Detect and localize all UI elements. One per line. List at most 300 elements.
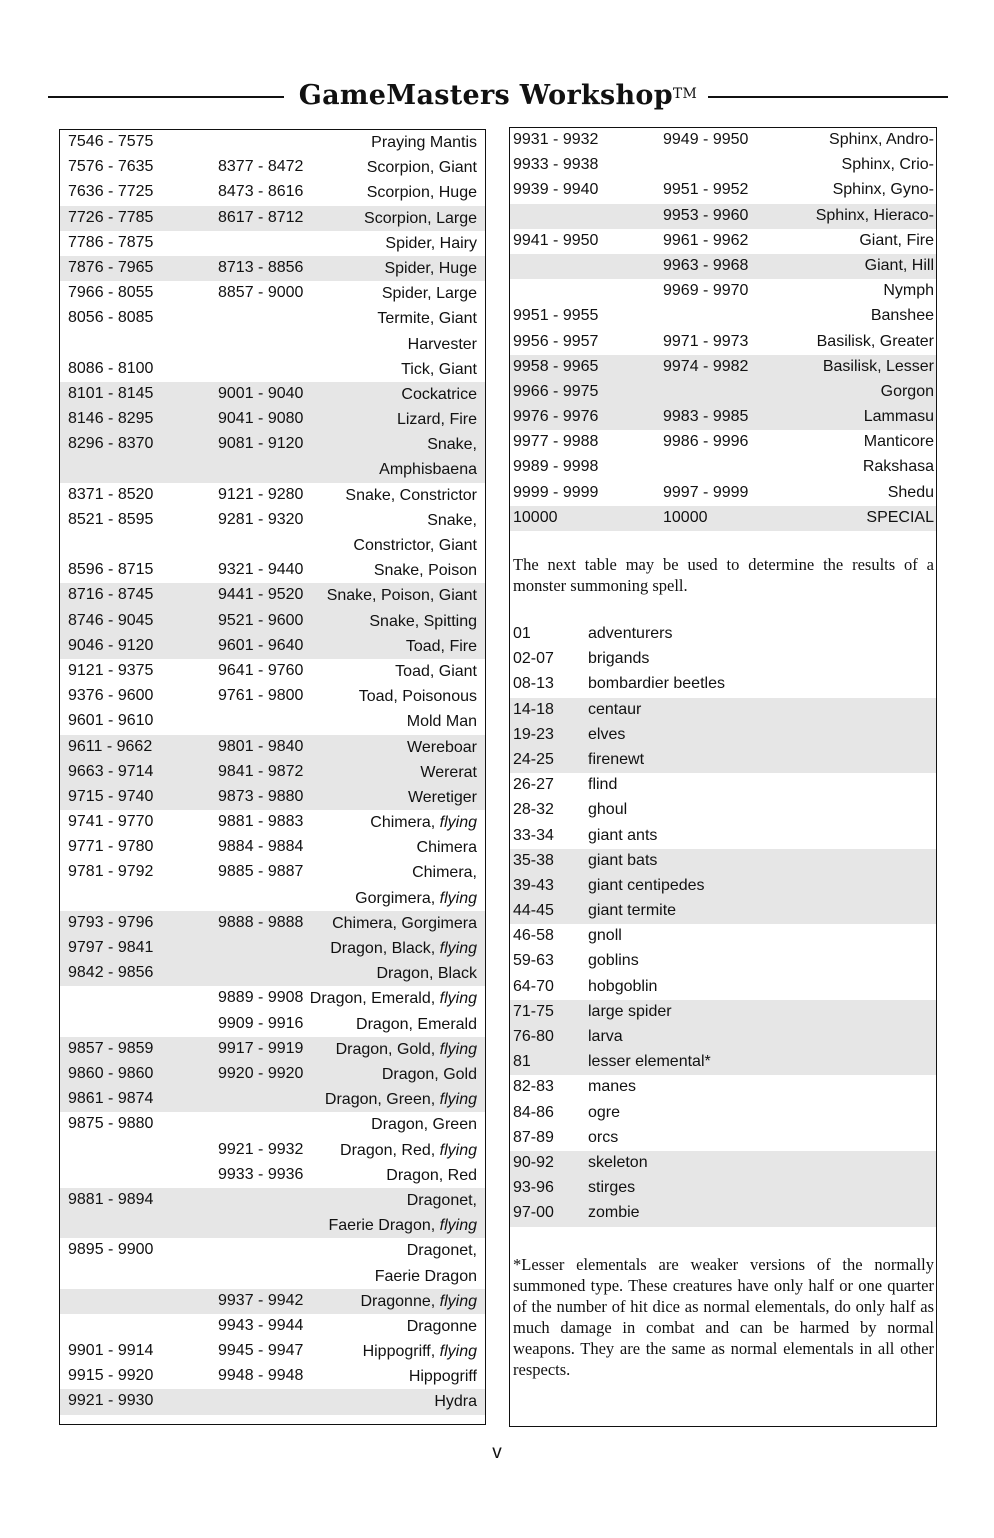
monster-modifier: flying (439, 1292, 477, 1310)
monster-name (360, 1289, 477, 1314)
second-roll-range: 8857 - 9000 (218, 284, 304, 302)
monster-modifier: flying (439, 990, 477, 1008)
table-row (60, 508, 485, 558)
table-row (510, 506, 936, 531)
second-roll-range: 9321 - 9440 (218, 561, 304, 579)
second-roll-range: 10000 (663, 508, 708, 526)
monster-name-line (367, 180, 477, 205)
table-row (60, 936, 485, 961)
table-row (60, 709, 485, 734)
monster-name (385, 231, 477, 256)
first-roll-range: 9958 - 9965 (513, 357, 599, 375)
monster-name-line (355, 860, 477, 885)
monster-name-line (382, 1062, 477, 1087)
monster-name (353, 508, 477, 558)
monster-name-text: Dragonne (406, 1317, 477, 1335)
roll-range: 14-18 (513, 700, 554, 718)
summoned-monster: large spider (588, 1002, 672, 1020)
monster-name (310, 986, 477, 1011)
table-row (510, 178, 936, 203)
monster-name (371, 1112, 477, 1137)
table-row (60, 1188, 485, 1238)
second-roll-range: 8713 - 8856 (218, 258, 304, 276)
monster-name-line (386, 1163, 477, 1188)
monster-modifier: flying (439, 1217, 477, 1235)
second-roll-range: 9881 - 9883 (218, 813, 304, 831)
monster-name-line (385, 231, 477, 256)
roll-range: 97-00 (513, 1204, 554, 1222)
second-roll-range: 9884 - 9884 (218, 838, 304, 856)
first-roll-range: 9781 - 9792 (68, 863, 154, 881)
table-row (60, 1037, 485, 1062)
table-row (60, 961, 485, 986)
second-roll-range: 9961 - 9962 (663, 231, 749, 249)
summon-row (510, 849, 936, 874)
monster-name-text: Snake, Poison, Giant (326, 587, 477, 605)
second-roll-range: 9801 - 9840 (218, 737, 304, 755)
second-roll-range: 9920 - 9920 (218, 1065, 304, 1082)
second-roll-range: 9521 - 9600 (218, 611, 304, 629)
first-roll-range: 9376 - 9600 (68, 687, 154, 705)
monster-name (370, 810, 477, 835)
first-roll-range: 9601 - 9610 (68, 712, 154, 730)
monster-name-text: Toad, Giant (395, 662, 477, 680)
roll-range: 46-58 (513, 927, 554, 945)
monster-name-line (401, 357, 477, 382)
second-roll-range: 8377 - 8472 (218, 158, 304, 176)
first-roll-range: 8056 - 8085 (68, 309, 154, 327)
first-roll-range: 9797 - 9841 (68, 939, 154, 957)
monster-name-text: Snake, Spitting (369, 612, 477, 630)
first-roll-range: 8086 - 8100 (68, 359, 154, 377)
summoned-monster: larva (588, 1028, 623, 1045)
second-roll-range: 9986 - 9996 (663, 433, 749, 451)
monster-name-text: Dragonne, (360, 1292, 440, 1310)
monster-name-line (406, 634, 477, 659)
monster-name (332, 911, 477, 936)
table-row (510, 355, 936, 380)
table-row (510, 254, 936, 279)
summon-row (510, 899, 936, 924)
monster-modifier: flying (439, 814, 477, 832)
table-row (60, 1339, 485, 1364)
first-roll-range: 9966 - 9975 (513, 382, 599, 400)
monster-name-line (417, 835, 477, 860)
summoned-monster: lesser elemental* (588, 1053, 711, 1071)
second-roll-range: 9909 - 9916 (218, 1014, 304, 1032)
monster-name-text: Termite, Giant (377, 310, 477, 328)
monster-name-text: Dragon, Gold, (335, 1040, 440, 1058)
monster-name (367, 180, 477, 205)
monster-name (395, 659, 477, 684)
first-roll-range: 7876 - 7965 (68, 258, 154, 276)
roll-range: 59-63 (513, 952, 554, 970)
first-roll-range: 9842 - 9856 (68, 964, 154, 982)
monster-name (408, 785, 477, 810)
first-roll-range: 9941 - 9950 (513, 231, 599, 249)
monster-name: Rakshasa (862, 458, 934, 476)
summoned-monster: giant bats (588, 851, 658, 869)
second-roll-range: 8617 - 8712 (218, 208, 304, 226)
summoning-table (510, 622, 936, 1227)
monster-name-text: Mold Man (406, 713, 477, 731)
table-row (510, 304, 936, 329)
first-roll-range: 9663 - 9714 (68, 762, 154, 780)
monster-name (325, 1087, 477, 1112)
table-row (60, 155, 485, 180)
summon-row (510, 824, 936, 849)
roll-range: 84-86 (513, 1103, 554, 1121)
second-roll-range: 9971 - 9973 (663, 332, 749, 350)
table-row (510, 430, 936, 455)
monster-name-line (377, 306, 477, 331)
monster-modifier: flying (439, 1141, 477, 1159)
monster-name-text: Toad, Fire (405, 637, 477, 655)
monster-name: Sphinx, Gyno- (832, 181, 934, 199)
second-roll-range: 9917 - 9919 (218, 1039, 304, 1057)
monster-name (371, 130, 477, 155)
monster-name-text: Praying Mantis (371, 134, 477, 151)
table-row (60, 1138, 485, 1163)
table-row (60, 357, 485, 382)
summoned-monster: orcs (588, 1128, 619, 1146)
first-roll-range: 9793 - 9796 (68, 913, 154, 931)
monster-name (363, 1339, 477, 1364)
table-row (60, 1163, 485, 1188)
second-roll-range: 9937 - 9942 (218, 1291, 304, 1309)
monster-name-line (408, 785, 477, 810)
first-roll-range: 9956 - 9957 (513, 332, 599, 350)
roll-range: 26-27 (513, 776, 554, 794)
first-roll-range: 8521 - 8595 (68, 510, 154, 528)
monster-name: Basilisk, Lesser (822, 357, 934, 375)
monster-name-text: Lizard, Fire (396, 411, 477, 429)
monster-name-line (360, 1289, 477, 1314)
monster-name-line (434, 1389, 477, 1414)
monster-modifier: flying (439, 1343, 477, 1361)
monster-name (377, 961, 478, 986)
monster-name-line (330, 936, 477, 961)
monster-name-text: Chimera, (412, 864, 477, 882)
summon-row (510, 698, 936, 723)
first-roll-range: 7546 - 7575 (68, 133, 154, 150)
first-roll-range: 7576 - 7635 (68, 158, 154, 176)
monster-name-line (336, 1037, 477, 1062)
monster-name-line (420, 760, 477, 785)
monster-name-line (364, 206, 477, 231)
left-table-box (59, 129, 486, 1425)
table-row (60, 432, 485, 482)
monster-name (417, 835, 477, 860)
first-roll-range: 8146 - 8295 (68, 410, 154, 428)
second-roll-range: 9041 - 9080 (218, 410, 304, 428)
monster-name (382, 1062, 477, 1087)
monster-name (434, 1389, 477, 1414)
monster-name: Manticore (863, 433, 934, 451)
monster-name (386, 1163, 477, 1188)
first-roll-range: 9951 - 9955 (513, 307, 599, 325)
monster-name-text: Gorgimera, (355, 889, 440, 907)
monster-name-line (345, 483, 477, 508)
first-roll-range: 9861 - 9874 (68, 1090, 154, 1108)
monster-name-text: Faerie Dragon (374, 1267, 477, 1285)
first-roll-range: 9771 - 9780 (68, 838, 154, 856)
table-row (60, 407, 485, 432)
monster-name-text: Constrictor, Giant (353, 537, 477, 555)
first-roll-range: 8746 - 9045 (68, 611, 154, 629)
page-number: v (492, 1442, 502, 1463)
first-roll-range: 9741 - 9770 (68, 813, 154, 831)
roll-range: 24-25 (513, 750, 554, 768)
monster-name-text: Dragon, Emerald, (309, 990, 440, 1008)
first-roll-range: 9931 - 9932 (513, 131, 599, 148)
first-roll-range: 9875 - 9880 (68, 1115, 154, 1133)
second-roll-range: 9945 - 9947 (218, 1342, 304, 1360)
summoned-monster: centaur (588, 700, 642, 718)
monster-name-text: Toad, Poisonous (358, 688, 477, 706)
monster-name (327, 583, 477, 608)
monster-name-text: Chimera, (370, 814, 440, 832)
roll-range: 87-89 (513, 1128, 554, 1146)
first-roll-range: 8371 - 8520 (68, 485, 154, 503)
monster-name (340, 1138, 477, 1163)
monster-name-text: Snake, (427, 511, 477, 529)
first-roll-range: 9921 - 9930 (68, 1392, 154, 1410)
table-row (60, 986, 485, 1011)
table-row (510, 204, 936, 229)
summon-row (510, 924, 936, 949)
table-row (60, 558, 485, 583)
monster-name-text: Dragon, Green, (324, 1091, 440, 1109)
monster-name-text: Wererat (420, 763, 477, 781)
monster-name: Giant, Fire (859, 231, 934, 249)
roll-range: 64-70 (513, 977, 554, 995)
page-title: GameMasters Workshop™ (298, 80, 698, 111)
second-roll-range: 9969 - 9970 (663, 282, 749, 300)
monster-name-text: Hippogriff (408, 1368, 477, 1386)
second-roll-range: 9933 - 9936 (218, 1165, 304, 1183)
second-roll-range: 9761 - 9800 (218, 687, 304, 705)
summon-row (510, 949, 936, 974)
table-row (60, 810, 485, 835)
second-roll-range: 9889 - 9908 (218, 989, 304, 1007)
summon-row (510, 874, 936, 899)
second-roll-range: 9841 - 9872 (218, 762, 304, 780)
table-row (510, 481, 936, 506)
monster-name (328, 1188, 477, 1238)
monster-name-text: Spider, Huge (384, 259, 477, 277)
second-roll-range: 9974 - 9982 (663, 357, 749, 375)
monster-name-text: Chimera, Gorgimera (332, 914, 477, 932)
monster-name-line (353, 508, 477, 533)
monster-name (407, 735, 477, 760)
monster-table-left (60, 130, 485, 1415)
table-row (60, 1087, 485, 1112)
monster-name-line (367, 155, 477, 180)
second-roll-range: 9873 - 9880 (218, 787, 304, 805)
roll-range: 01 (513, 625, 531, 642)
summon-row (510, 773, 936, 798)
monster-name-text: Dragon, Emerald (356, 1015, 477, 1033)
table-row (60, 634, 485, 659)
first-roll-range: 9939 - 9940 (513, 181, 599, 199)
monster-name (364, 206, 477, 231)
roll-range: 44-45 (513, 902, 554, 920)
second-roll-range: 9885 - 9887 (218, 863, 304, 881)
monster-name-line (370, 810, 477, 835)
summon-row (510, 975, 936, 1000)
monster-name-line (407, 709, 477, 734)
monster-name (330, 936, 477, 961)
monster-name-text: Scorpion, Huge (366, 184, 477, 202)
first-roll-range: 8596 - 8715 (68, 561, 154, 579)
monster-name (356, 1012, 477, 1037)
monster-name-line-2 (379, 457, 477, 482)
second-roll-range: 9601 - 9640 (218, 636, 304, 654)
table-row (510, 455, 936, 480)
second-roll-range: 9949 - 9950 (663, 131, 749, 148)
monster-name (336, 1037, 477, 1062)
right-column-box (509, 127, 937, 1427)
summoned-monster: stirges (588, 1179, 636, 1197)
roll-range: 82-83 (513, 1078, 554, 1096)
second-roll-range: 9888 - 9888 (218, 913, 304, 931)
monster-name-text: Wereboar (407, 738, 477, 756)
summoned-monster: gnoll (588, 927, 622, 945)
monster-name (409, 1364, 477, 1389)
first-roll-range: 9715 - 9740 (68, 787, 154, 805)
monster-name-line (369, 609, 477, 634)
second-roll-range: 8473 - 8616 (218, 183, 304, 201)
table-row (60, 860, 485, 910)
monster-name-text: Spider, Large (381, 285, 477, 303)
table-row (60, 659, 485, 684)
monster-name-line (384, 256, 477, 281)
monster-name-line (310, 986, 477, 1011)
summon-row (510, 672, 936, 697)
monster-name: Sphinx, Hieraco- (815, 206, 934, 224)
monster-name: Sphinx, Crio- (841, 156, 934, 174)
monster-name-text: Harvester (407, 335, 477, 353)
summoned-monster: zombie (588, 1204, 640, 1222)
monster-name (379, 432, 477, 482)
monster-name (382, 281, 477, 306)
second-roll-range: 9001 - 9040 (218, 384, 304, 402)
monster-name-line (363, 1339, 477, 1364)
roll-range: 81 (513, 1053, 531, 1071)
monster-name-text: Amphisbaena (379, 461, 477, 479)
table-row (60, 1112, 485, 1137)
first-roll-range: 9860 - 9860 (68, 1065, 154, 1082)
monster-name (406, 634, 477, 659)
second-roll-range: 9281 - 9320 (218, 510, 304, 528)
monster-name-line (407, 1314, 477, 1339)
summon-row (510, 1201, 936, 1226)
table-row (60, 835, 485, 860)
monster-name-line-2 (353, 533, 477, 558)
table-row (510, 229, 936, 254)
table-row (510, 128, 936, 153)
monster-name: Banshee (870, 307, 934, 325)
monster-name-text: Hippogriff, (362, 1343, 440, 1361)
monster-name-line (379, 432, 477, 457)
monster-name-line (377, 961, 478, 986)
summon-row (510, 1101, 936, 1126)
table-row (60, 1389, 485, 1414)
summoned-monster: giant centipedes (588, 876, 705, 894)
monster-name-text: Dragon, Gold (381, 1066, 477, 1083)
monster-name-line (382, 281, 477, 306)
monster-table-right (510, 128, 936, 531)
summon-row (510, 748, 936, 773)
table-row (60, 1012, 485, 1037)
monster-modifier: flying (439, 1040, 477, 1058)
summoned-monster: bombardier beetles (588, 675, 725, 693)
monster-name (369, 609, 477, 634)
monster-name-text: Scorpion, Large (364, 209, 477, 227)
monster-name-text: Dragon, Black, (330, 940, 440, 958)
monster-name-text: Tick, Giant (401, 360, 477, 378)
table-row (60, 306, 485, 356)
summoned-monster: brigands (588, 650, 650, 668)
monster-name (374, 558, 477, 583)
monster-name-line (374, 558, 477, 583)
roll-range: 19-23 (513, 725, 554, 743)
monster-name (359, 684, 477, 709)
first-roll-range: 9881 - 9894 (68, 1190, 154, 1208)
table-row (510, 380, 936, 405)
monster-name-text: Dragonet, (406, 1242, 477, 1260)
monster-name (375, 1238, 477, 1288)
table-row (60, 684, 485, 709)
first-roll-range: 7726 - 7785 (68, 208, 154, 226)
monster-name-line-2 (328, 1213, 477, 1238)
footnote-paragraph: *Lesser elementals are weaker versions of the normally summoned type. These creatures have only half or one quarter of the number of hit dice as normal elementals, do only half as much damage in combat and can be harmed by normal weapons. They are the same as normal elementals in all other respects. (513, 1255, 934, 1379)
monster-name: Shedu (887, 483, 934, 501)
first-roll-range: 9999 - 9999 (513, 483, 599, 501)
second-roll-range: 9948 - 9948 (218, 1367, 304, 1385)
monster-name-text: Scorpion, Giant (366, 159, 477, 177)
summoned-monster: elves (588, 725, 626, 743)
monster-name-text: Hydra (434, 1393, 477, 1411)
monster-name-text: Dragonet, (406, 1191, 477, 1209)
summon-row (510, 1000, 936, 1025)
monster-name-text: Cockatrice (401, 385, 477, 403)
table-row (60, 1314, 485, 1339)
first-roll-range: 9989 - 9998 (513, 458, 599, 476)
second-roll-range: 9953 - 9960 (663, 206, 749, 224)
roll-range: 33-34 (513, 826, 554, 844)
roll-range: 90-92 (513, 1153, 554, 1171)
monster-name (407, 1314, 477, 1339)
table-row (60, 231, 485, 256)
summon-row (510, 723, 936, 748)
monster-name (397, 407, 477, 432)
table-row (60, 1238, 485, 1288)
monster-name-text: Dragon, Red (386, 1166, 477, 1184)
roll-range: 39-43 (513, 876, 554, 894)
summoned-monster: adventurers (588, 625, 673, 642)
monster-name: Lammasu (863, 408, 934, 426)
second-roll-range: 9943 - 9944 (218, 1316, 304, 1334)
table-row (60, 256, 485, 281)
first-roll-range: 9857 - 9859 (68, 1039, 154, 1057)
monster-name: Gorgon (880, 382, 934, 400)
second-roll-range: 9983 - 9985 (663, 408, 749, 426)
summon-row (510, 1075, 936, 1100)
roll-range: 02-07 (513, 650, 554, 668)
table-row (60, 760, 485, 785)
